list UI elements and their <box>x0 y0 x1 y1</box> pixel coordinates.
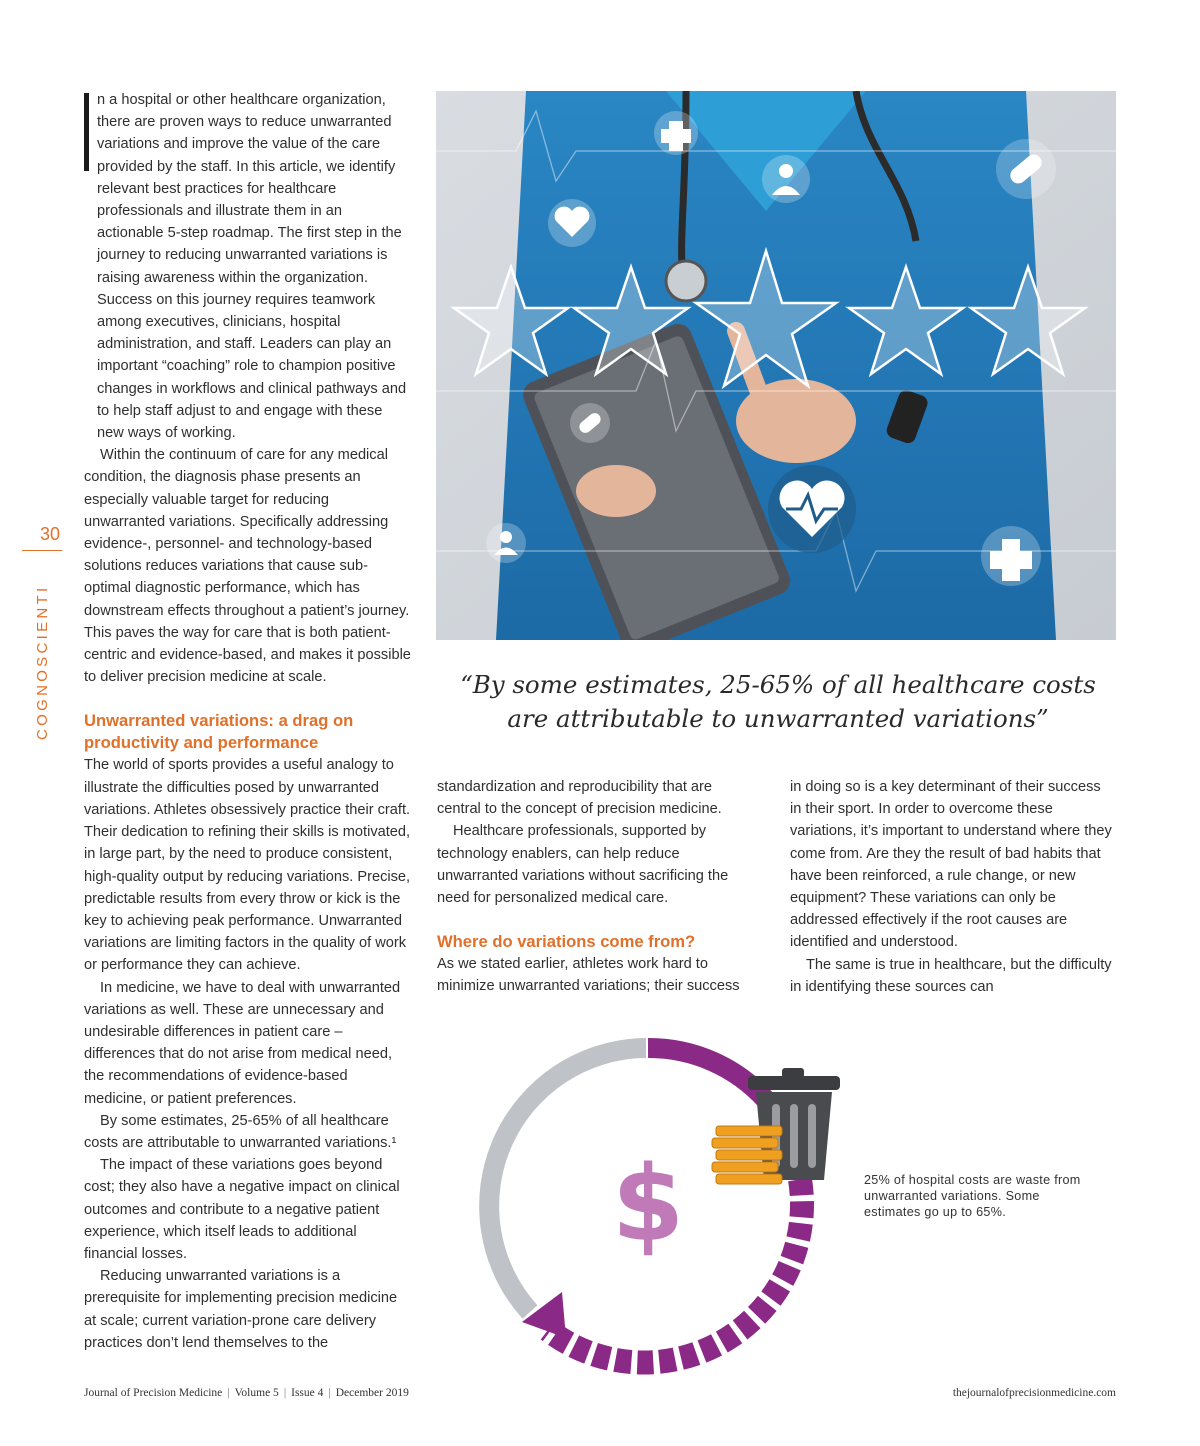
heart-rate-icon <box>548 199 596 247</box>
column-1 <box>84 89 412 1354</box>
section-label: COGNOSCIENTI <box>34 584 51 740</box>
capsule-icon <box>570 403 610 443</box>
date: December 2019 <box>335 1387 409 1399</box>
hero-image-doctor-rating <box>436 91 1116 640</box>
dollar-icon: $ <box>611 1143 685 1265</box>
page-number: 30 <box>39 524 61 544</box>
doctor-with-tablet-illustration <box>436 91 1116 640</box>
paragraph: The same is true in healthcare, but the difficulty in identifying these sources can <box>790 956 1112 995</box>
sidebar-rule <box>22 550 62 551</box>
paragraph: In medicine, we have to deal with unwarranted variations as well. These are unnecessary and undesirable differences in patient care – differences that do not arise from medical need, the recommendations of evidence-based medicine, or patient preferences. <box>84 979 401 1107</box>
circular-cost-graphic <box>470 1030 860 1380</box>
paragraph: The impact of these variations goes beyond cost; they also have a negative impact on clinical outcomes and contribute to a negative patient experience, which itself leads to additional financial losses. <box>84 1157 400 1262</box>
paragraph: The world of sports provides a useful analogy to illustrate the difficulties posed by unwarranted variations. Athletes obsessively practice their craft. Their dedication to refining their skills is motivated, in large part, by the need to produce consistent, high-quality output by reducing variations. Precise, predictable results from every throw or kick is the key to achieving peak performance. Unwarranted variations are limiting factors in the quality of work or performance they can achieve. <box>84 757 411 974</box>
paragraph: standardization and reproducibility that are central to the concept of precision medicine. <box>437 779 722 818</box>
section-heading: Unwarranted variations: a drag on productivity and performance <box>84 711 354 753</box>
footer-journal-info: Journal of Precision Medicine | Volume 5 | Issue 4 | December 2019 <box>84 1387 409 1399</box>
paragraph: Healthcare professionals, supported by technology enablers, can help reduce unwarranted variations without sacrificing the need for personalized medical care. <box>437 823 729 907</box>
section-heading: Where do variations come from? <box>437 932 696 952</box>
journal-name: Journal of Precision Medicine <box>84 1387 223 1399</box>
waste-infographic <box>470 1030 860 1380</box>
column-3 <box>790 776 1116 998</box>
doctor-avatar-icon <box>762 155 810 203</box>
purple-arc <box>648 1048 766 1100</box>
cross-icon <box>981 526 1041 586</box>
volume: Volume 5 <box>234 1387 279 1399</box>
footer-website: thejournalofprecisionmedicine.com <box>952 1387 1116 1399</box>
infographic-caption: 25% of hospital costs are waste from unwarranted variations. Some estimates go up to 65%. <box>864 1173 1081 1219</box>
paragraph: Within the continuum of care for any medical condition, the diagnosis phase presents an especially valuable target for reducing unwarranted variations. Specifically addressing evidence-, personnel- and technology-based solutions reduces variations that cause sub-optimal diagnostic performance, which has downstream effects throughout a patient’s journey. This paves the way for care that is both patient-centric and evidence-based, and makes it possible to deliver precision medicine at scale. <box>84 447 411 686</box>
paragraph: By some estimates, 25-65% of all healthcare costs are attributable to unwarranted variations.¹ <box>84 1112 397 1151</box>
pill-icon <box>996 139 1056 199</box>
column-2 <box>437 776 755 998</box>
intro-paragraph: n a hospital or other healthcare organization, there are proven ways to reduce unwarranted variations and improve the value of the care provided by the staff. In this article, we identify relevant best practices for healthcare professionals and illustrate them in an actionable 5-step roadmap. The first step in the journey to reducing unwarranted variations is raising awareness within the organization. Success on this journey requires teamwork among executives, clinicians, hospital administration, and staff. Leaders can play an important “coaching” role to champion positive changes in workflows and clinical pathways and to help staff adjust to and engage with these new ways of working. <box>97 92 407 442</box>
issue: Issue 4 <box>291 1387 324 1399</box>
pull-quote: “By some estimates, 25-65% of all healthcare costs are attributable to unwarranted variations” <box>460 670 1096 733</box>
paragraph: Reducing unwarranted variations is a prerequisite for implementing precision medicine at scale; current variation-prone care delivery practices don’t lend themselves to the <box>84 1268 398 1351</box>
paragraph: in doing so is a key determinant of their success in their sport. In order to overcome these variations, it’s important to understand where they come from. Are they the result of bad habits that have been reinforced, a rule change, or new equipment? These variations can only be addressed effectively if the root causes are identified and understood. <box>790 779 1112 951</box>
cross-icon <box>654 111 698 155</box>
paragraph: As we stated earlier, athletes work hard to minimize unwarranted variations; their success <box>437 956 740 995</box>
patient-avatar-icon <box>486 523 526 563</box>
coin-stack-icon <box>712 1126 782 1184</box>
heart-rate-icon <box>768 465 856 553</box>
